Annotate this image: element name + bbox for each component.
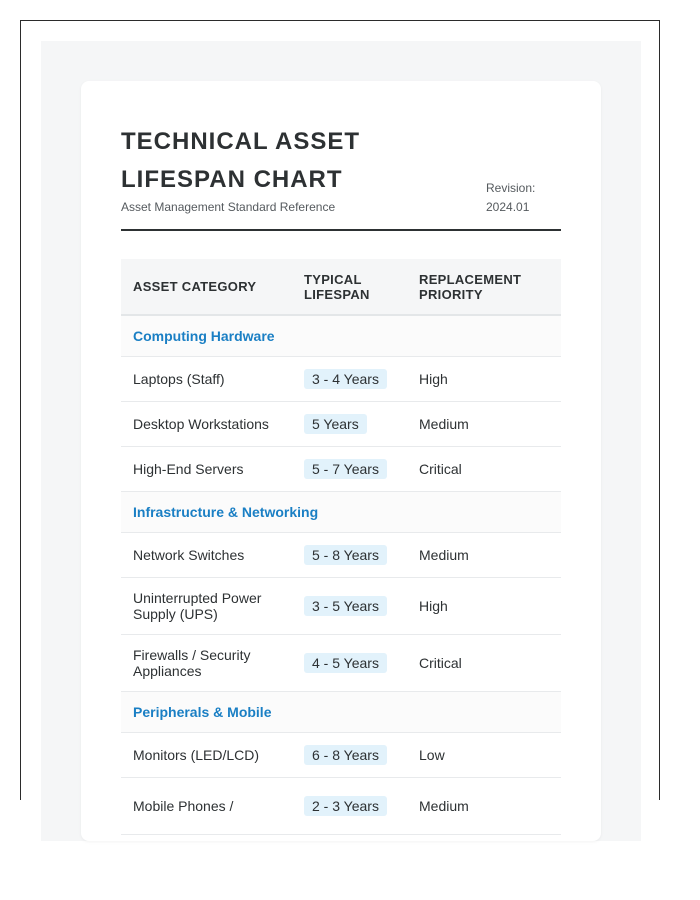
- lifespan-badge: 4 - 5 Years: [304, 653, 387, 673]
- table-row: [121, 447, 561, 492]
- lifespan-table: [121, 259, 561, 835]
- priority-cell: Critical: [407, 447, 561, 492]
- table-row: [121, 778, 561, 835]
- table-row: [121, 733, 561, 778]
- table-row: [121, 578, 561, 635]
- lifespan-badge: 3 - 4 Years: [304, 369, 387, 389]
- page-frame: [20, 20, 660, 814]
- document-header: [121, 123, 561, 231]
- revision-label: Revision:: [486, 181, 536, 195]
- document-card: [81, 81, 601, 841]
- lifespan-cell: [292, 778, 407, 835]
- priority-cell: Medium: [407, 533, 561, 578]
- lifespan-cell: [292, 533, 407, 578]
- revision-value: 2024.01: [486, 200, 530, 214]
- lifespan-cell: [292, 578, 407, 635]
- asset-name: Desktop Workstations: [121, 402, 292, 447]
- priority-cell: Medium: [407, 778, 561, 835]
- lifespan-badge: 5 - 7 Years: [304, 459, 387, 479]
- asset-name: Uninterrupted Power Supply (UPS): [121, 578, 292, 635]
- lifespan-cell: [292, 357, 407, 402]
- document-title: TECHNICAL ASSET LIFESPAN CHART: [121, 128, 361, 193]
- category-label: Computing Hardware: [121, 315, 561, 357]
- asset-name: Network Switches: [121, 533, 292, 578]
- asset-name: Laptops (Staff): [121, 357, 292, 402]
- asset-name: High-End Servers: [121, 447, 292, 492]
- table-row: [121, 533, 561, 578]
- lifespan-badge: 2 - 3 Years: [304, 796, 387, 816]
- column-header-asset-category: ASSET CATEGORY: [121, 259, 292, 315]
- asset-name: Mobile Phones /: [121, 778, 292, 835]
- table-row: [121, 357, 561, 402]
- document-subtitle: Asset Management Standard Reference: [121, 200, 336, 214]
- lifespan-cell: [292, 447, 407, 492]
- table-row: [121, 402, 561, 447]
- lifespan-cell: [292, 635, 407, 692]
- category-row-computing-hardware: [121, 315, 561, 357]
- priority-cell: High: [407, 357, 561, 402]
- lifespan-badge: 3 - 5 Years: [304, 596, 387, 616]
- category-row-infrastructure-networking: [121, 492, 561, 533]
- category-row-peripherals-mobile: [121, 692, 561, 733]
- lifespan-cell: [292, 402, 407, 447]
- column-header-replacement-priority: REPLACEMENT PRIORITY: [407, 259, 561, 315]
- priority-cell: Medium: [407, 402, 561, 447]
- lifespan-badge: 6 - 8 Years: [304, 745, 387, 765]
- asset-name: Monitors (LED/LCD): [121, 733, 292, 778]
- category-label: Infrastructure & Networking: [121, 492, 561, 533]
- priority-cell: High: [407, 578, 561, 635]
- priority-cell: Critical: [407, 635, 561, 692]
- table-header-row: [121, 259, 561, 315]
- lifespan-badge: 5 - 8 Years: [304, 545, 387, 565]
- asset-name: Firewalls / Security Appliances: [121, 635, 292, 692]
- table-row: [121, 635, 561, 692]
- revision-block: [486, 179, 535, 217]
- column-header-typical-lifespan: TYPICAL LIFESPAN: [292, 259, 407, 315]
- category-label: Peripherals & Mobile: [121, 692, 561, 733]
- document-canvas: [41, 41, 641, 841]
- lifespan-cell: [292, 733, 407, 778]
- lifespan-badge: 5 Years: [304, 414, 367, 434]
- priority-cell: Low: [407, 733, 561, 778]
